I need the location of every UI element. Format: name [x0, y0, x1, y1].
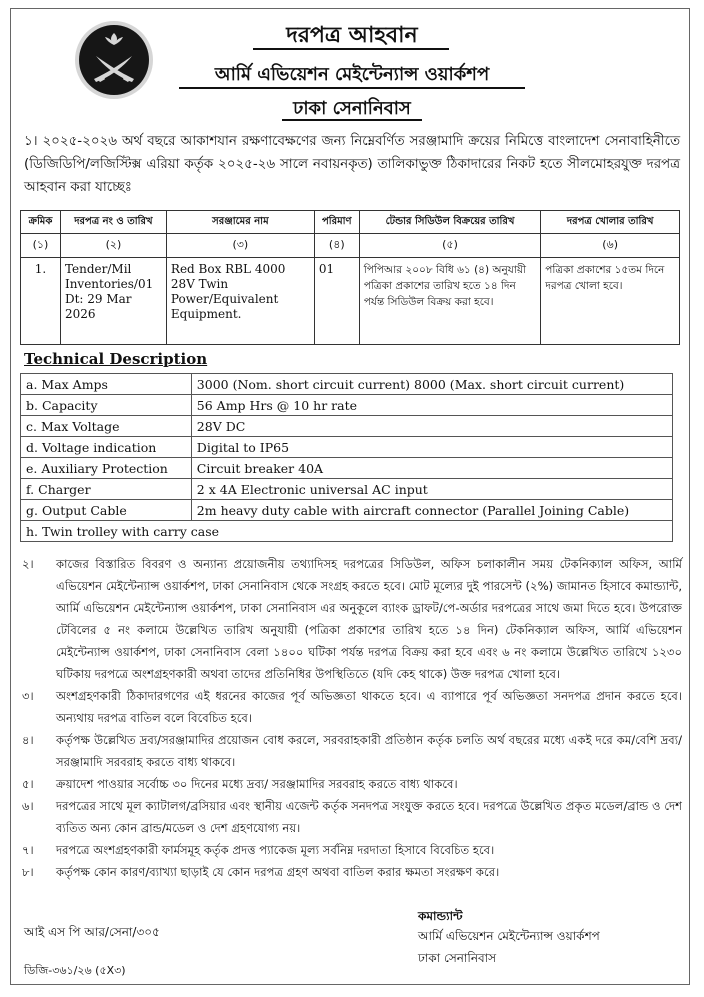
tender-table-header: [21, 211, 680, 234]
signatory-organization: আর্মি এভিয়েশন মেইন্টেন্যান্স ওয়ার্কশপ: [418, 929, 600, 943]
spec-label: c. Max Voltage: [21, 416, 192, 437]
spec-label: a. Max Amps: [21, 374, 192, 395]
org-underline: [179, 87, 525, 89]
list-item: [22, 685, 682, 729]
th-sale-date: টেন্ডার সিডিউল বিক্রয়ের তারিখ: [359, 211, 541, 234]
cell-item: Red Box RBL 4000 28V Twin Power/Equivalent Equipment.: [166, 258, 314, 345]
col-number: (৫): [359, 234, 541, 258]
spec-value: 28V DC: [191, 416, 672, 437]
col-number: (৬): [541, 234, 680, 258]
term-text: কর্তৃপক্ষ উল্লেখিত দ্রব্য/সরঞ্জামাদির প্রয়োজন বোধ করলে, সরবরাহকারী প্রতিষ্ঠান কর্তৃক চলতি অর্থ বছরের মধ্যে একই দরে কম/বেশি দ্রব্য/সরঞ্জামাদি সরবরাহ করতে বাধ্য থাকবে।: [56, 733, 682, 769]
cell-qty: 01: [314, 258, 359, 345]
table-row: [21, 521, 673, 542]
cell-serial: 1.: [21, 258, 61, 345]
term-text: কাজের বিস্তারিত বিবরণ ও অন্যান্য প্রয়োজনীয় তথ্যাদিসহ দরপত্রের সিডিউল, অফিস চলাকালীন সময় টেকনিক্যাল অফিস, আর্মি এভিয়েশন মেইন্টেন্যান্স ওয়ার্কশপ, ঢাকা সেনানিবাস থেকে সংগ্রহ করতে হবে। মোট মূল্যের দুই পারসেন্ট (২%) জামানত হিসাবে কমান্ড্যান্ট, আর্মি এভিয়েশন মেইন্টেন্যান্স ওয়ার্কশপ, ঢাকা সেনানিবাস এর অনুকূলে ব্যাংক ড্রাফট/পে-অর্ডার দরপত্রের সাথে জমা দিতে হবে। উপরোক্ত টেবিলের ৫ নং কলামে উল্লেখিত তারিখ অনুযায়ী (পত্রিকা প্রকাশের তারিখ হতে ১৪ দিন) টেকনিক্যাল অফিস, আর্মি এভিয়েশন মেইন্টেন্যান্স ওয়ার্কশপ, ঢাকা সেনানিবাস বেলা ১৪০০ ঘটিকা পর্যন্ত দরপত্র বিক্রয় করা হবে এবং ৬ নং কলামে উল্লেখিত তারিখে ১২৩০ ঘটিকায় দরপত্রে অংশগ্রহণকারী অথবা তাদের প্রতিনিধির উপস্থিতিতে (যদি কেহ থাকে) উক্ত দরপত্র খোলা হবে।: [56, 557, 682, 681]
spec-label: b. Capacity: [21, 395, 192, 416]
th-serial: ক্রমিক: [21, 211, 61, 234]
th-item: সরঞ্জামের নাম: [166, 211, 314, 234]
table-row: [21, 258, 680, 345]
th-tender-no: দরপত্র নং ও তারিখ: [60, 211, 166, 234]
term-number: ৬।: [22, 799, 34, 813]
organization-name: আর্মি এভিয়েশন মেইন্টেন্যান্স ওয়ার্কশপ: [214, 64, 490, 85]
th-qty: পরিমাণ: [314, 211, 359, 234]
table-row: [21, 374, 673, 395]
signatory-location: ঢাকা সেনানিবাস: [418, 951, 497, 965]
col-number: (৩): [166, 234, 314, 258]
spec-label: e. Auxiliary Protection: [21, 458, 192, 479]
cell-sale-date: পিপিআর ২০০৮ বিধি ৬১ (৪) অনুযায়ী পত্রিকা প্রকাশের তারিখ হতে ১৪ দিন পর্যন্ত সিডিউল বিক্রয় করা হবে।: [359, 258, 541, 345]
signatory-title: কমান্ড্যান্ট: [418, 909, 463, 923]
list-item: [22, 553, 682, 685]
term-number: ৭।: [22, 843, 34, 857]
list-item: [22, 795, 682, 839]
spec-value: 56 Amp Hrs @ 10 hr rate: [191, 395, 672, 416]
spec-value: 3000 (Nom. short circuit current) 8000 (Max. short circuit current): [191, 374, 672, 395]
term-number: ৫।: [22, 777, 34, 791]
term-number: ৪।: [22, 733, 34, 747]
technical-heading: Technical Description: [24, 350, 208, 368]
spec-label: f. Charger: [21, 479, 192, 500]
technical-table: [20, 373, 673, 542]
cell-open-date: পত্রিকা প্রকাশের ১৫তম দিনে দরপত্র খোলা হবে।: [541, 258, 680, 345]
term-text: ক্রয়াদেশ পাওয়ার সর্বোচ্চ ৩০ দিনের মধ্যে দ্রব্য/ সরঞ্জামাদির সরবরাহ করতে বাধ্য থাকবে।: [56, 777, 458, 791]
list-item: [22, 773, 682, 795]
spec-label: d. Voltage indication: [21, 437, 192, 458]
list-item: [22, 839, 682, 861]
intro-paragraph: ১। ২০২৫-২০২৬ অর্থ বছরে আকাশযান রক্ষণাবেক্ষণের জন্য নিম্নেবর্ণিত সরঞ্জামাদি ক্রয়ের নিমিত্তে বাংলাদেশ সেনাবাহিনীতে (ডিজিডিপি/লজিস্টিক্স এরিয়া কর্তৃক ২০২৫-২৬ সালে নবায়নকৃত) তালিকাভুক্ত ঠিকাদারের নিকট হতে সীলমোহরযুক্ত দরপত্র আহবান করা যাচ্ছেঃ: [24, 134, 680, 195]
term-text: দরপত্রের সাথে মূল ক্যাটালগ/ব্রসিয়ার এবং স্থানীয় এজেন্ট কর্তৃক সনদপত্র সংযুক্ত করতে হবে। দরপত্রে উল্লেখিত প্রকৃত মডেল/ব্রান্ড ও দেশ ব্যতিত অন্য কোন ব্রান্ড/মডেল ও দেশ গ্রহণযোগ্য নয়।: [56, 799, 682, 835]
table-row: [21, 437, 673, 458]
dg-reference: ডিজি-৩৬১/২৬ (৫X৩): [24, 964, 126, 977]
tender-table: [20, 210, 680, 345]
tender-table-col-numbers: [21, 234, 680, 258]
title-underline: [253, 48, 449, 50]
term-text: কর্তৃপক্ষ কোন কারণ/ব্যাখ্যা ছাড়াই যে কোন দরপত্র গ্রহণ অথবা বাতিল করার ক্ষমতা সংরক্ষণ করে।: [56, 865, 500, 879]
term-text: অংশগ্রহণকারী ঠিকাদারগণের এই ধরনের কাজের পূর্ব অভিজ্ঞতা থাকতে হবে। এ ব্যাপারে পূর্ব অভিজ্ঞতা সনদপত্র প্রদান করতে হবে। অন্যথায় দরপত্র বাতিল বলে বিবেচিত হবে।: [56, 689, 682, 725]
term-number: ২।: [22, 557, 34, 571]
list-item: [22, 729, 682, 773]
table-row: [21, 500, 673, 521]
table-row: [21, 458, 673, 479]
th-open-date: দরপত্র খোলার তারিখ: [541, 211, 680, 234]
spec-value: Circuit breaker 40A: [191, 458, 672, 479]
col-number: (২): [60, 234, 166, 258]
table-row: [21, 479, 673, 500]
spec-value: Digital to IP65: [191, 437, 672, 458]
spec-value: 2 x 4A Electronic universal AC input: [191, 479, 672, 500]
table-row: [21, 416, 673, 437]
spec-trolley: h. Twin trolley with carry case: [21, 521, 673, 542]
location-underline: [282, 119, 422, 121]
list-item: [22, 861, 682, 883]
terms-list: [22, 553, 682, 883]
ispr-reference: আই এস পি আর/সেনা/৩০৫: [24, 925, 160, 939]
notice-title: দরপত্র আহবান: [286, 23, 418, 48]
cell-tender-no: Tender/Mil Inventories/01 Dt: 29 Mar 2026: [60, 258, 166, 345]
term-number: ৩।: [22, 689, 34, 703]
spec-label: g. Output Cable: [21, 500, 192, 521]
col-number: (৪): [314, 234, 359, 258]
term-text: দরপত্রে অংশগ্রহণকারী ফার্মসমূহ কর্তৃক প্রদত্ত প্যাকেজ মূল্য সর্বনিম্ন দরদাতা হিসাবে বিবেচিত হবে।: [56, 843, 495, 857]
spec-value: 2m heavy duty cable with aircraft connector (Parallel Joining Cable): [191, 500, 672, 521]
term-number: ৮।: [22, 865, 34, 879]
location-name: ঢাকা সেনানিবাস: [293, 98, 411, 119]
col-number: (১): [21, 234, 61, 258]
table-row: [21, 395, 673, 416]
